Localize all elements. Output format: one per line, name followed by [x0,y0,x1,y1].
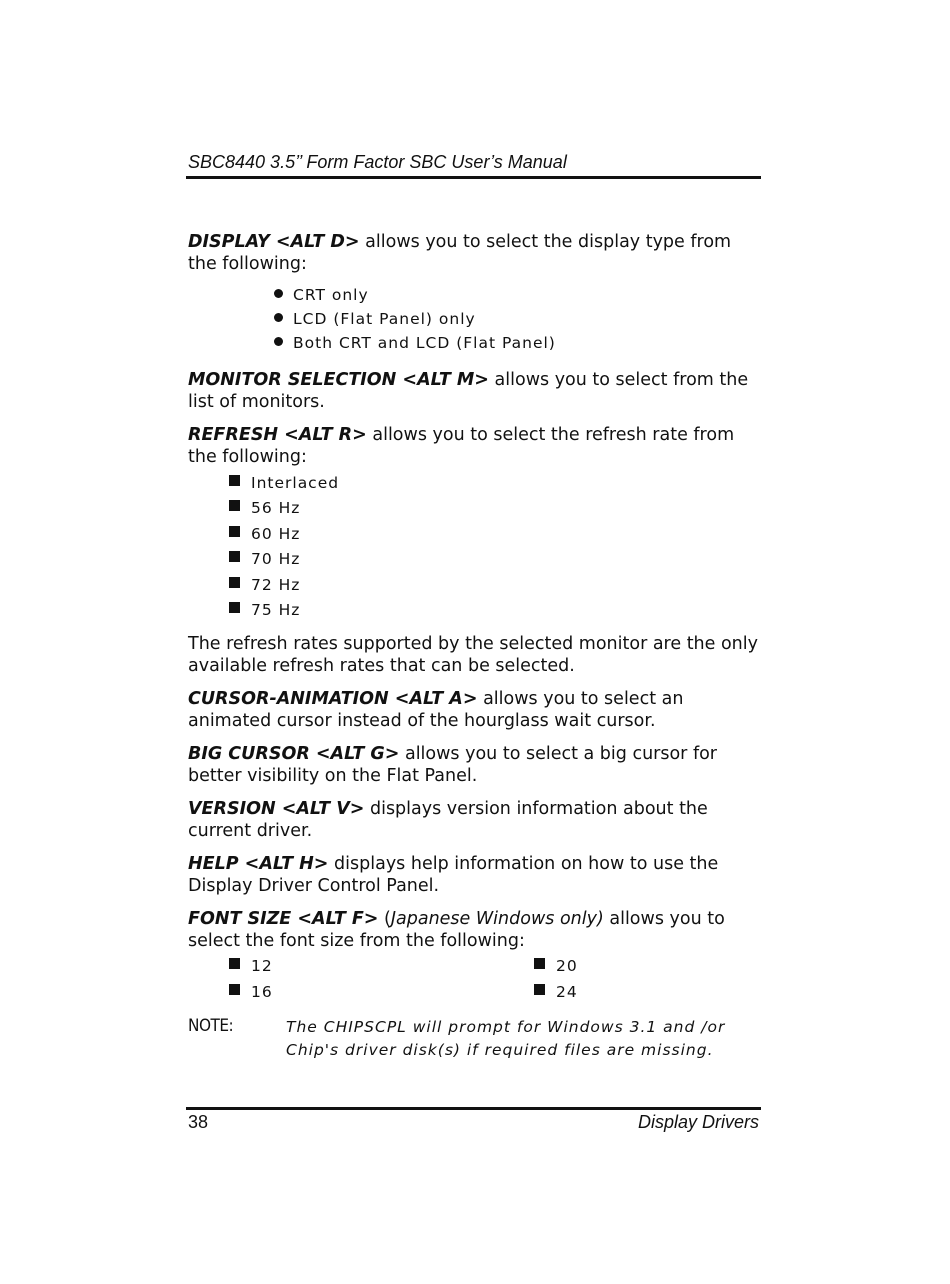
bullet-square-icon [229,475,240,486]
big-cursor-term: BIG CURSOR <ALT G> [188,744,400,764]
header-rule [186,176,761,179]
bullet-square-icon [229,577,240,588]
list-item: Both CRT and LCD (Flat Panel) [274,334,556,352]
page-number: 38 [188,1112,209,1132]
font-size-term: FONT SIZE <ALT F> [188,909,379,929]
list-item: 20 [534,957,578,975]
display-term: DISPLAY <ALT D> [188,232,360,252]
footer-rule [186,1107,761,1110]
note-text: The CHIPSCPL will prompt for Windows 3.1 and /or Chip's driver disk(s) if required files are missing. [286,1018,726,1059]
list-item: 72 Hz [229,576,300,594]
display-text: allows you to select the display type from the following: [188,232,732,274]
bullet-square-icon [229,984,240,995]
bullet-square-icon [534,958,545,969]
bullet-square-icon [229,500,240,511]
list-item: 56 Hz [229,499,300,517]
big-cursor-paragraph: BIG CURSOR <ALT G> allows you to select a big cursor for better visibility on the Flat Panel. [188,744,718,786]
list-item: 24 [534,983,578,1001]
version-term: VERSION <ALT V> [188,799,365,819]
refresh-note-paragraph: The refresh rates supported by the selected monitor are the only available refresh rates that can be selected. [188,634,758,676]
bullet-square-icon [229,526,240,537]
list-item: CRT only [274,286,369,304]
font-size-paragraph: FONT SIZE <ALT F> (Japanese Windows only) allows you to select the font size from the following: [188,909,725,951]
cursor-animation-term: CURSOR-ANIMATION <ALT A> [188,689,478,709]
refresh-term: REFRESH <ALT R> [188,425,367,445]
bullet-dot-icon [274,313,283,322]
monitor-term: MONITOR SELECTION <ALT M> [188,370,489,390]
list-item: 60 Hz [229,525,300,543]
list-item: Interlaced [229,474,339,492]
help-term: HELP <ALT H> [188,854,329,874]
bullet-square-icon [229,551,240,562]
bullet-square-icon [229,602,240,613]
display-paragraph [188,231,760,275]
bullet-square-icon [534,984,545,995]
bullet-square-icon [229,958,240,969]
footer-section-title: Display Drivers [637,1112,759,1132]
bullet-dot-icon [274,289,283,298]
refresh-paragraph: REFRESH <ALT R> allows you to select the refresh rate from the following: [188,425,735,467]
list-item: 16 [229,983,273,1001]
help-paragraph: HELP <ALT H> displays help information on how to use the Display Driver Control Panel. [188,854,719,896]
bullet-dot-icon [274,337,283,346]
list-item: 12 [229,957,273,975]
running-header: SBC8440 3.5’’ Form Factor SBC User’s Manual [188,152,567,172]
list-item: LCD (Flat Panel) only [274,310,476,328]
list-item: 70 Hz [229,550,300,568]
version-paragraph: VERSION <ALT V> displays version information about the current driver. [188,799,708,841]
list-item: 75 Hz [229,601,300,619]
note-label: NOTE: [188,1016,234,1036]
monitor-paragraph: MONITOR SELECTION <ALT M> allows you to select from the list of monitors. [188,370,749,412]
cursor-animation-paragraph: CURSOR-ANIMATION <ALT A> allows you to select an animated cursor instead of the hourglass wait cursor. [188,689,684,731]
